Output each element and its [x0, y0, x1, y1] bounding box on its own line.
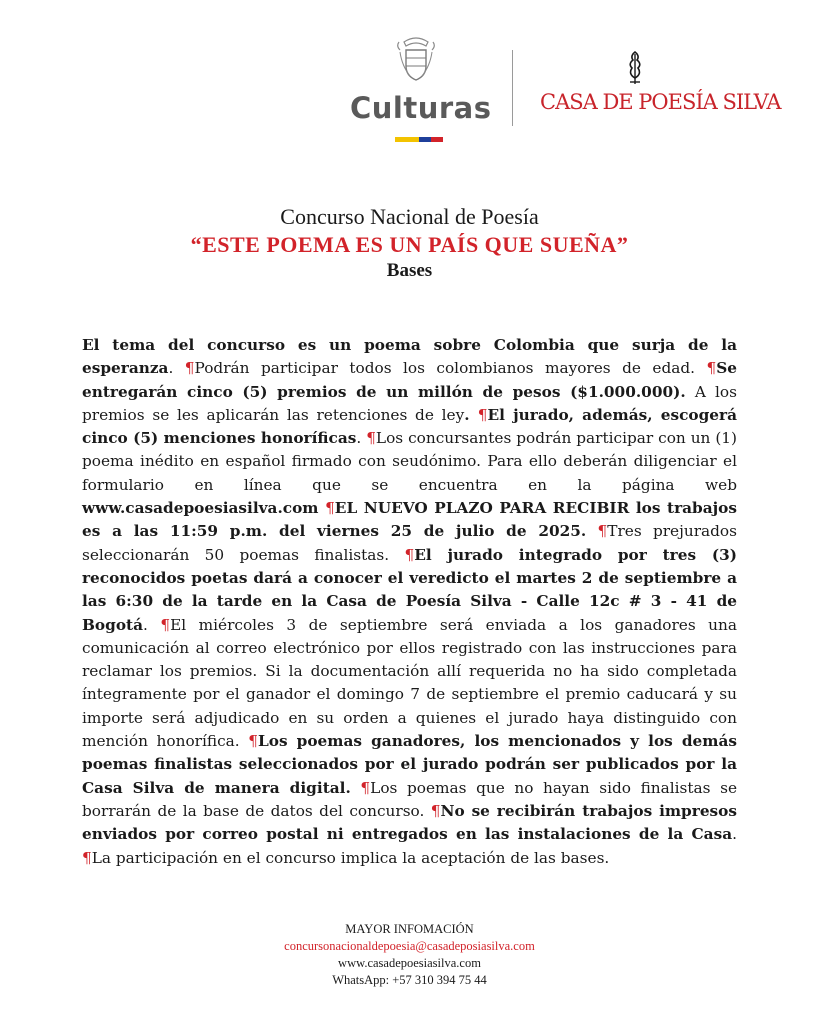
casa-silva-emblem-icon — [624, 50, 646, 86]
title-block — [0, 203, 819, 283]
pilcrow-mark: ¶ — [184, 359, 195, 378]
pilcrow-mark: ¶ — [597, 522, 608, 541]
pilcrow-mark: ¶ — [706, 359, 717, 378]
contest-rules-paragraph — [82, 334, 737, 870]
contest-title: Concurso Nacional de Poesía — [280, 204, 539, 229]
text-fragment: . — [143, 615, 161, 634]
website-link[interactable]: www.casadepoesiasilva.com — [82, 499, 326, 518]
rule-verdict: El jurado integrado por tres (3) reconocidos poetas dará a conocer el veredicto el martes 2 de septiembre a las 6:30 de la tarde en la Casa de Poesía Silva - Calle 12c # 3 - 41 de Bogotá — [82, 545, 737, 634]
text-fragment — [586, 522, 597, 540]
footer-whatsapp: WhatsApp: +57 310 394 75 44 — [332, 973, 487, 987]
pilcrow-mark: ¶ — [82, 848, 92, 867]
text-fragment: . — [732, 825, 737, 844]
coat-of-arms-icon — [396, 36, 436, 84]
casa-poesia-silva-logo — [540, 50, 781, 130]
bases-heading: Bases — [386, 260, 433, 281]
logo-divider — [512, 50, 513, 126]
culturas-logo — [350, 36, 490, 146]
rule-theme: El tema del concurso es un poema sobre Colombia que surja de la esperanza — [82, 336, 737, 378]
casa-logo-text: CASA DE POESÍA SILVA — [540, 90, 781, 114]
footer — [0, 921, 819, 989]
rule-deletion: Los poemas que no hayan sido finalistas se borrarán de la base de datos del concurso. — [82, 778, 738, 820]
rule-submission: Los concursantes podrán participar con un (1) poema inédito en español firmado con seudónimo. Para ello deberán diligenciar el formulario en línea que se encuentra en la página web — [82, 429, 737, 494]
pilcrow-mark: ¶ — [366, 429, 376, 448]
rule-acceptance: La participación en el concurso implica la aceptación de las bases. — [91, 848, 610, 867]
rule-prizes: Se entregarán cinco (5) premios de un millón de pesos ($1.000.000). — [82, 359, 737, 401]
rule-no-print: No se recibirán trabajos impresos enviados por correo postal ni entregados en las instalaciones de la Casa — [82, 801, 737, 844]
pilcrow-mark: ¶ — [325, 499, 335, 518]
pilcrow-mark: ¶ — [404, 545, 415, 564]
pilcrow-mark: ¶ — [360, 778, 371, 797]
text-fragment — [351, 779, 361, 797]
culturas-logo-text: Culturas — [350, 91, 492, 125]
footer-website-link[interactable]: www.casadepoesiasilva.com — [338, 956, 481, 970]
text-fragment: . — [356, 429, 367, 448]
footer-heading: MAYOR INFOMACIÓN — [345, 922, 474, 936]
rule-honorable-mentions: El jurado, además, escogerá cinco (5) menciones honoríficas — [82, 405, 738, 448]
rule-publication: Los poemas ganadores, los mencionados y los demás poemas finalistas seleccionados por el jurado podrán ser publicados por la Casa Silva de manera digital. — [82, 732, 737, 797]
rule-notification: El miércoles 3 de septiembre será enviada a los ganadores una comunicación al correo electrónico por ellos registrado con las instrucciones para reclamar los premios. Si la documentación allí requerida no ha sido completada íntegramente por el ganador el domingo 7 de septiembre el premio caducará y su importe será adjudicado en su orden a quienes el jurado haya distinguido con mención honorífica. — [82, 615, 737, 751]
rule-retentions: A los premios se les aplicarán las retenciones de ley — [82, 382, 737, 424]
colombia-flag-stripe — [395, 137, 443, 142]
header — [0, 30, 819, 140]
contact-email-link[interactable]: concursonacionaldepoesia@casadeposiasilva.com — [284, 939, 535, 953]
rule-deadline: EL NUEVO PLAZO PARA RECIBIR los trabajos es a las 11:59 p.m. del viernes 25 de julio de 2025. — [82, 499, 738, 541]
pilcrow-mark: ¶ — [160, 615, 171, 634]
pilcrow-mark: ¶ — [477, 405, 488, 424]
rule-eligibility: Podrán participar todos los colombianos mayores de edad. — [194, 359, 707, 378]
pilcrow-mark: ¶ — [248, 732, 258, 751]
pilcrow-mark: ¶ — [430, 801, 441, 820]
contest-theme: “ESTE POEMA ES UN PAÍS QUE SUEÑA” — [190, 232, 629, 257]
rule-prejury: Tres prejurados seleccionarán 50 poemas finalistas. — [82, 522, 737, 564]
text-fragment: . — [168, 359, 185, 378]
text-fragment: . — [464, 405, 478, 424]
